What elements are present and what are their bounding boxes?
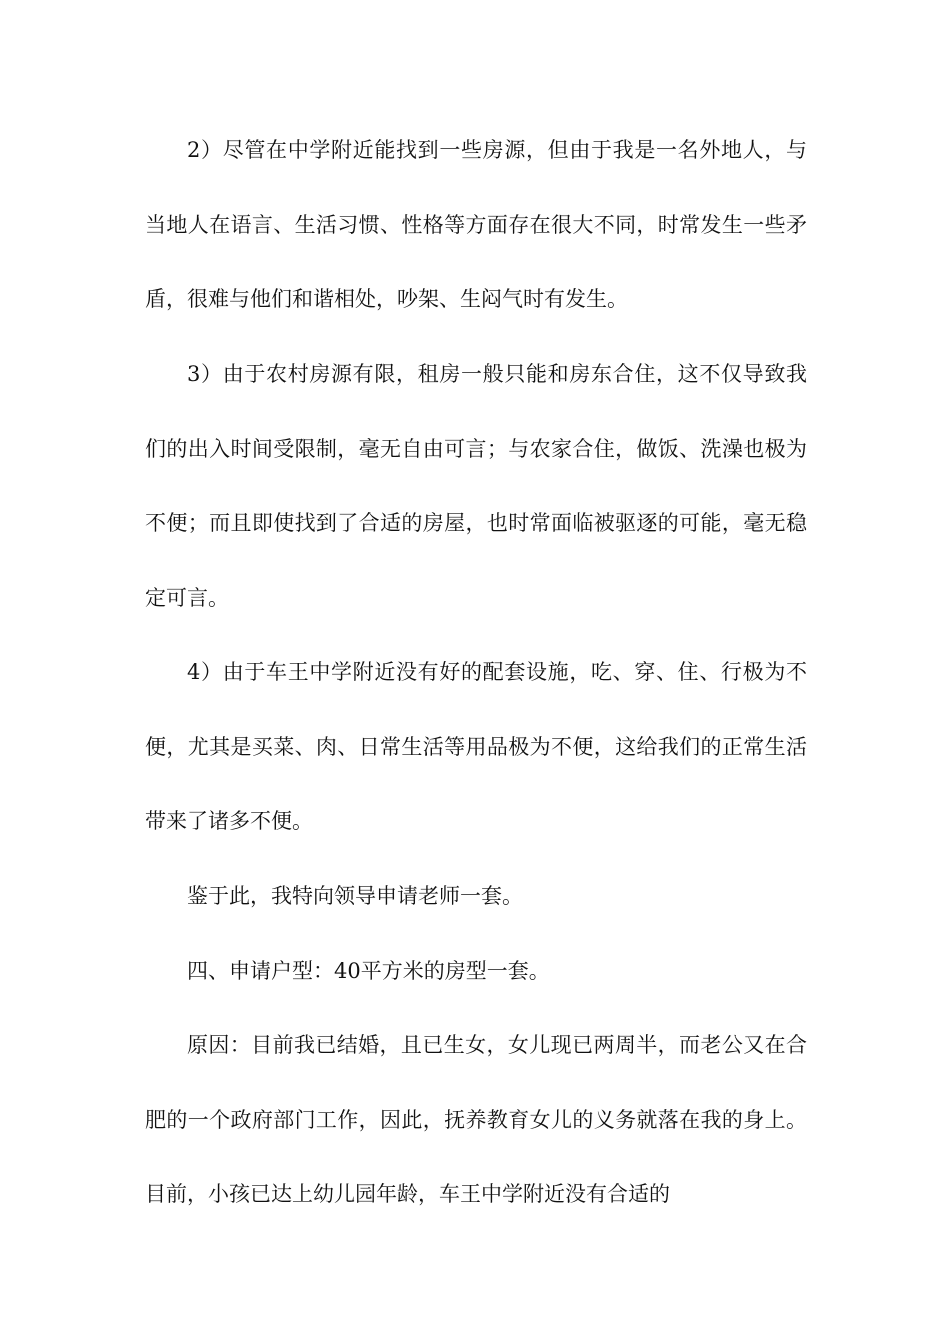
paragraph-request: 鉴于此，我特向领导申请老师一套。 [187,884,523,908]
paragraph-housing-conflict: 2）尽管在中学附近能找到一些房源，但由于我是一名外地人，与当地人在语言、生活习惯、性格等方面存在很大不同，时常发生一些矛盾，很难与他们和谐相处，吵架、生闷气时有发生。 [145,138,807,311]
paragraph-reason: 原因：目前我已结婚，且已生女，女儿现已两周半，而老公又在合肥的一个政府部门工作，因此，抚养教育女儿的义务就落在我的身上。目前，小孩已达上幼儿园年龄，车王中学附近没有合适的 [145,1033,807,1206]
paragraph-shared-housing: 3）由于农村房源有限，租房一般只能和房东合住，这不仅导致我们的出入时间受限制，毫无自由可言；与农家合住，做饭、洗澡也极为不便；而且即使找到了合适的房屋，也时常面临被驱逐的可能，毫无稳定可言。 [145,362,807,610]
paragraph-apartment-type: 四、申请户型：40平方米的房型一套。 [187,959,550,983]
paragraph-facilities: 4）由于车王中学附近没有好的配套设施，吃、穿、住、行极为不便，尤其是买菜、肉、日常生活等用品极为不便，这给我们的正常生活带来了诸多不便。 [145,660,807,833]
